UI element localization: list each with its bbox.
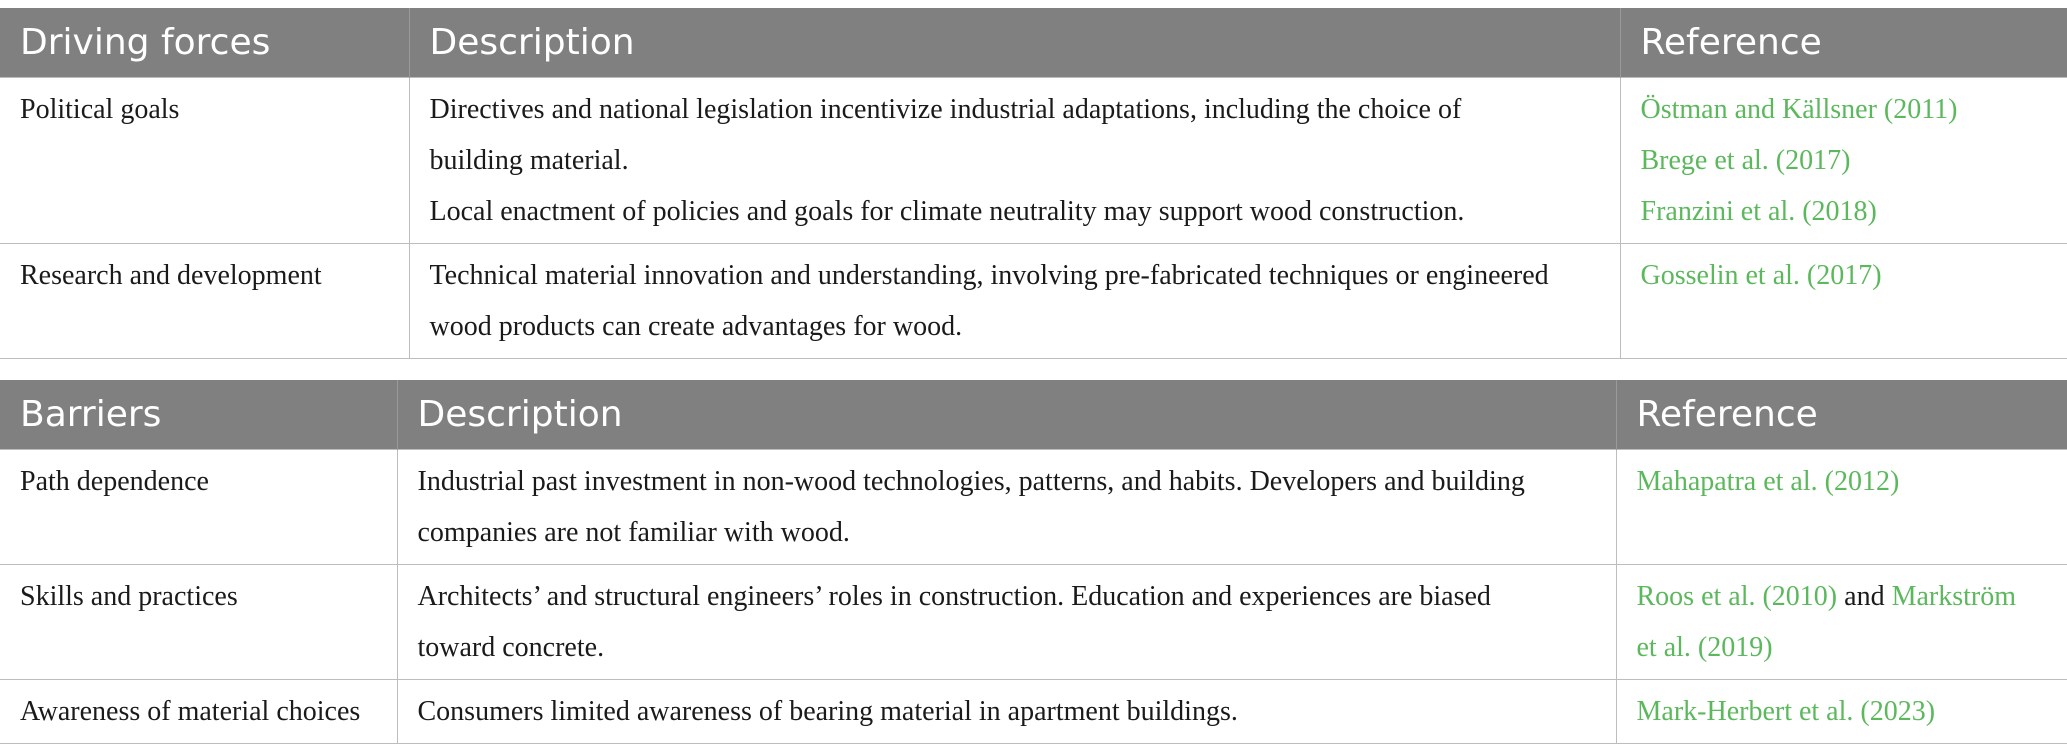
reference-link[interactable]: Mark-Herbert et al. (2023): [1636, 696, 1936, 727]
reference-cell: [1616, 450, 2067, 565]
description-cell: [397, 680, 1616, 744]
reference-cell: [1616, 680, 2067, 744]
description-line: Local enactment of policies and goals for climate neutrality may support wood construction.: [429, 196, 1465, 227]
factor-cell: Political goals: [0, 78, 409, 244]
reference-cell: [1620, 244, 2067, 359]
description-line: Consumers limited awareness of bearing material in apartment buildings.: [417, 696, 1238, 727]
description-cell: [409, 244, 1620, 359]
table-row: [0, 565, 2067, 680]
table-row: [0, 680, 2067, 744]
description-line: Architects’ and structural engineers’ roles in construction. Education and experiences are biased: [417, 581, 1491, 612]
reference-link[interactable]: Franzini et al. (2018): [1640, 196, 1877, 227]
factor-cell: Research and development: [0, 244, 409, 359]
description-line: wood products can create advantages for wood.: [429, 311, 963, 342]
reference-conjunction: and: [1837, 581, 1892, 612]
column-header-description: Description: [409, 8, 1620, 78]
column-header-driving-forces: Driving forces: [0, 8, 409, 78]
factor-cell: Path dependence: [0, 450, 397, 565]
description-line: Technical material innovation and understanding, involving pre-fabricated techniques or engineered: [429, 260, 1549, 291]
reference-cell: [1616, 565, 2067, 680]
reference-cell: [1620, 78, 2067, 244]
column-header-description: Description: [397, 380, 1616, 450]
table-row: [0, 450, 2067, 565]
description-line: Directives and national legislation incentivize industrial adaptations, including the choice of: [429, 94, 1462, 125]
description-cell: [397, 450, 1616, 565]
factor-cell: Skills and practices: [0, 565, 397, 680]
factor-cell: Awareness of material choices: [0, 680, 397, 744]
description-line: Industrial past investment in non-wood technologies, patterns, and habits. Developers and building: [417, 466, 1525, 497]
table-header-row: [0, 380, 2067, 450]
table-row: [0, 78, 2067, 244]
column-header-barriers: Barriers: [0, 380, 397, 450]
description-line: companies are not familiar with wood.: [417, 517, 850, 548]
reference-link[interactable]: Östman and Källsner (2011): [1640, 94, 1958, 125]
barriers-table: [0, 380, 2067, 744]
column-header-reference: Reference: [1620, 8, 2067, 78]
description-line: toward concrete.: [417, 632, 605, 663]
reference-link[interactable]: Roos et al. (2010): [1636, 581, 1838, 612]
column-header-reference: Reference: [1616, 380, 2067, 450]
description-cell: [397, 565, 1616, 680]
reference-link-continuation[interactable]: et al. (2019): [1636, 632, 1773, 663]
reference-link[interactable]: Markström: [1891, 581, 2017, 612]
reference-link[interactable]: Brege et al. (2017): [1640, 145, 1851, 176]
reference-line: [1637, 571, 2054, 622]
description-cell: [409, 78, 1620, 244]
table-row: [0, 244, 2067, 359]
description-line: building material.: [429, 145, 629, 176]
reference-link[interactable]: Gosselin et al. (2017): [1640, 260, 1882, 291]
reference-link[interactable]: Mahapatra et al. (2012): [1636, 466, 1900, 497]
driving-forces-table: [0, 8, 2067, 359]
table-header-row: [0, 8, 2067, 78]
